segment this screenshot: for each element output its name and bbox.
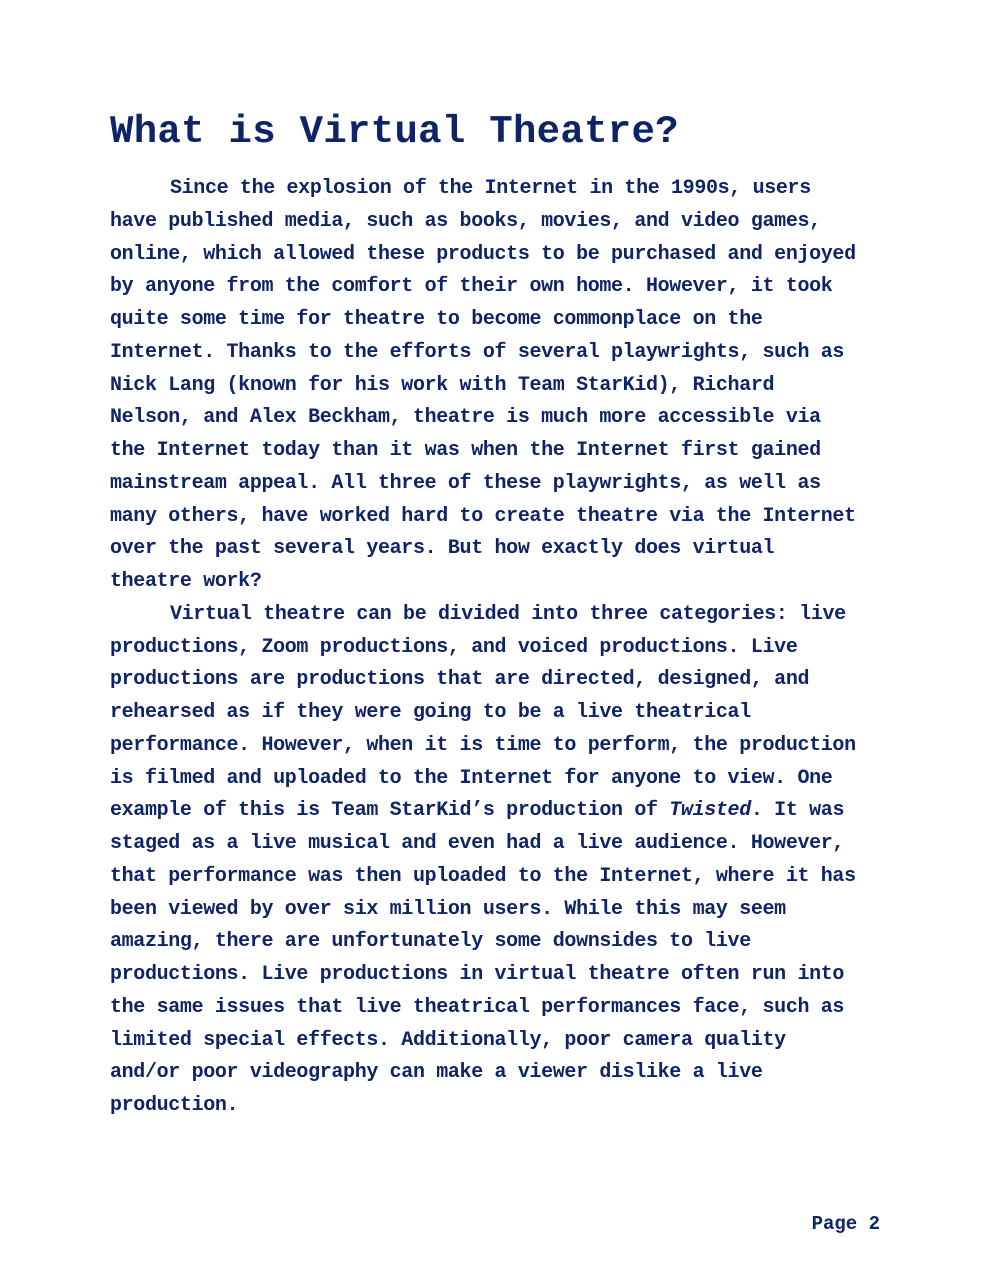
text-line: many others, have worked hard to create theatre via the Internet — [110, 504, 856, 528]
text-line: quite some time for theatre to become commonplace on the — [110, 308, 763, 331]
text-line: productions, Zoom productions, and voiced productions. Live — [110, 635, 798, 659]
text-line: over the past several years. But how exactly does virtual — [110, 537, 775, 561]
body-text — [110, 173, 880, 1123]
text-fragment: . It was — [750, 799, 845, 823]
text-line: rehearsed as if they were going to be a live theatrical — [110, 701, 751, 724]
text-fragment: example of this is Team StarKid’s production of — [110, 799, 670, 823]
text-line: Nelson, and Alex Beckham, theatre is much more accessible via — [110, 406, 821, 430]
page-title: What is Virtual Theatre? — [110, 110, 679, 154]
text-line: the Internet today than it was when the Internet first gained — [110, 439, 821, 462]
paragraph-1 — [110, 173, 880, 599]
text-line: Since the explosion of the Internet in the 1990s, users — [170, 177, 811, 200]
page-number: Page 2 — [811, 1213, 880, 1235]
text-line: limited special effects. Additionally, poor camera quality — [110, 1028, 786, 1052]
text-line: performance. However, when it is time to perform, the production — [110, 733, 856, 757]
text-line: mainstream appeal. All three of these playwrights, as well as — [110, 471, 821, 495]
paragraph-2 — [110, 599, 880, 1123]
text-line: Internet. Thanks to the efforts of several playwrights, such as — [110, 340, 845, 364]
text-line: theatre work? — [110, 570, 262, 593]
text-line: the same issues that live theatrical performances face, such as — [110, 995, 845, 1019]
text-line: staged as a live musical and even had a live audience. However, — [110, 832, 845, 855]
work-title: Twisted — [669, 799, 751, 823]
text-line: by anyone from the comfort of their own home. However, it took — [110, 275, 833, 299]
text-line: is filmed and uploaded to the Internet for anyone to view. One — [110, 766, 833, 790]
text-line: online, which allowed these products to be purchased and enjoyed — [110, 242, 856, 266]
text-line: productions are productions that are directed, designed, and — [110, 668, 810, 692]
text-line: amazing, there are unfortunately some downsides to live — [110, 930, 751, 954]
text-line: Virtual theatre can be divided into three categories: live — [170, 602, 846, 626]
text-line: production. — [110, 1094, 239, 1117]
text-line: have published media, such as books, movies, and video games, — [110, 209, 821, 233]
text-line: and/or poor videography can make a viewer dislike a live — [110, 1061, 763, 1085]
text-line: productions. Live productions in virtual theatre often run into — [110, 963, 845, 986]
text-line: Nick Lang (known for his work with Team StarKid), Richard — [110, 373, 775, 397]
text-line: been viewed by over six million users. While this may seem — [110, 897, 786, 921]
text-line: that performance was then uploaded to the Internet, where it has — [110, 864, 856, 888]
text-line-with-title — [110, 795, 880, 828]
